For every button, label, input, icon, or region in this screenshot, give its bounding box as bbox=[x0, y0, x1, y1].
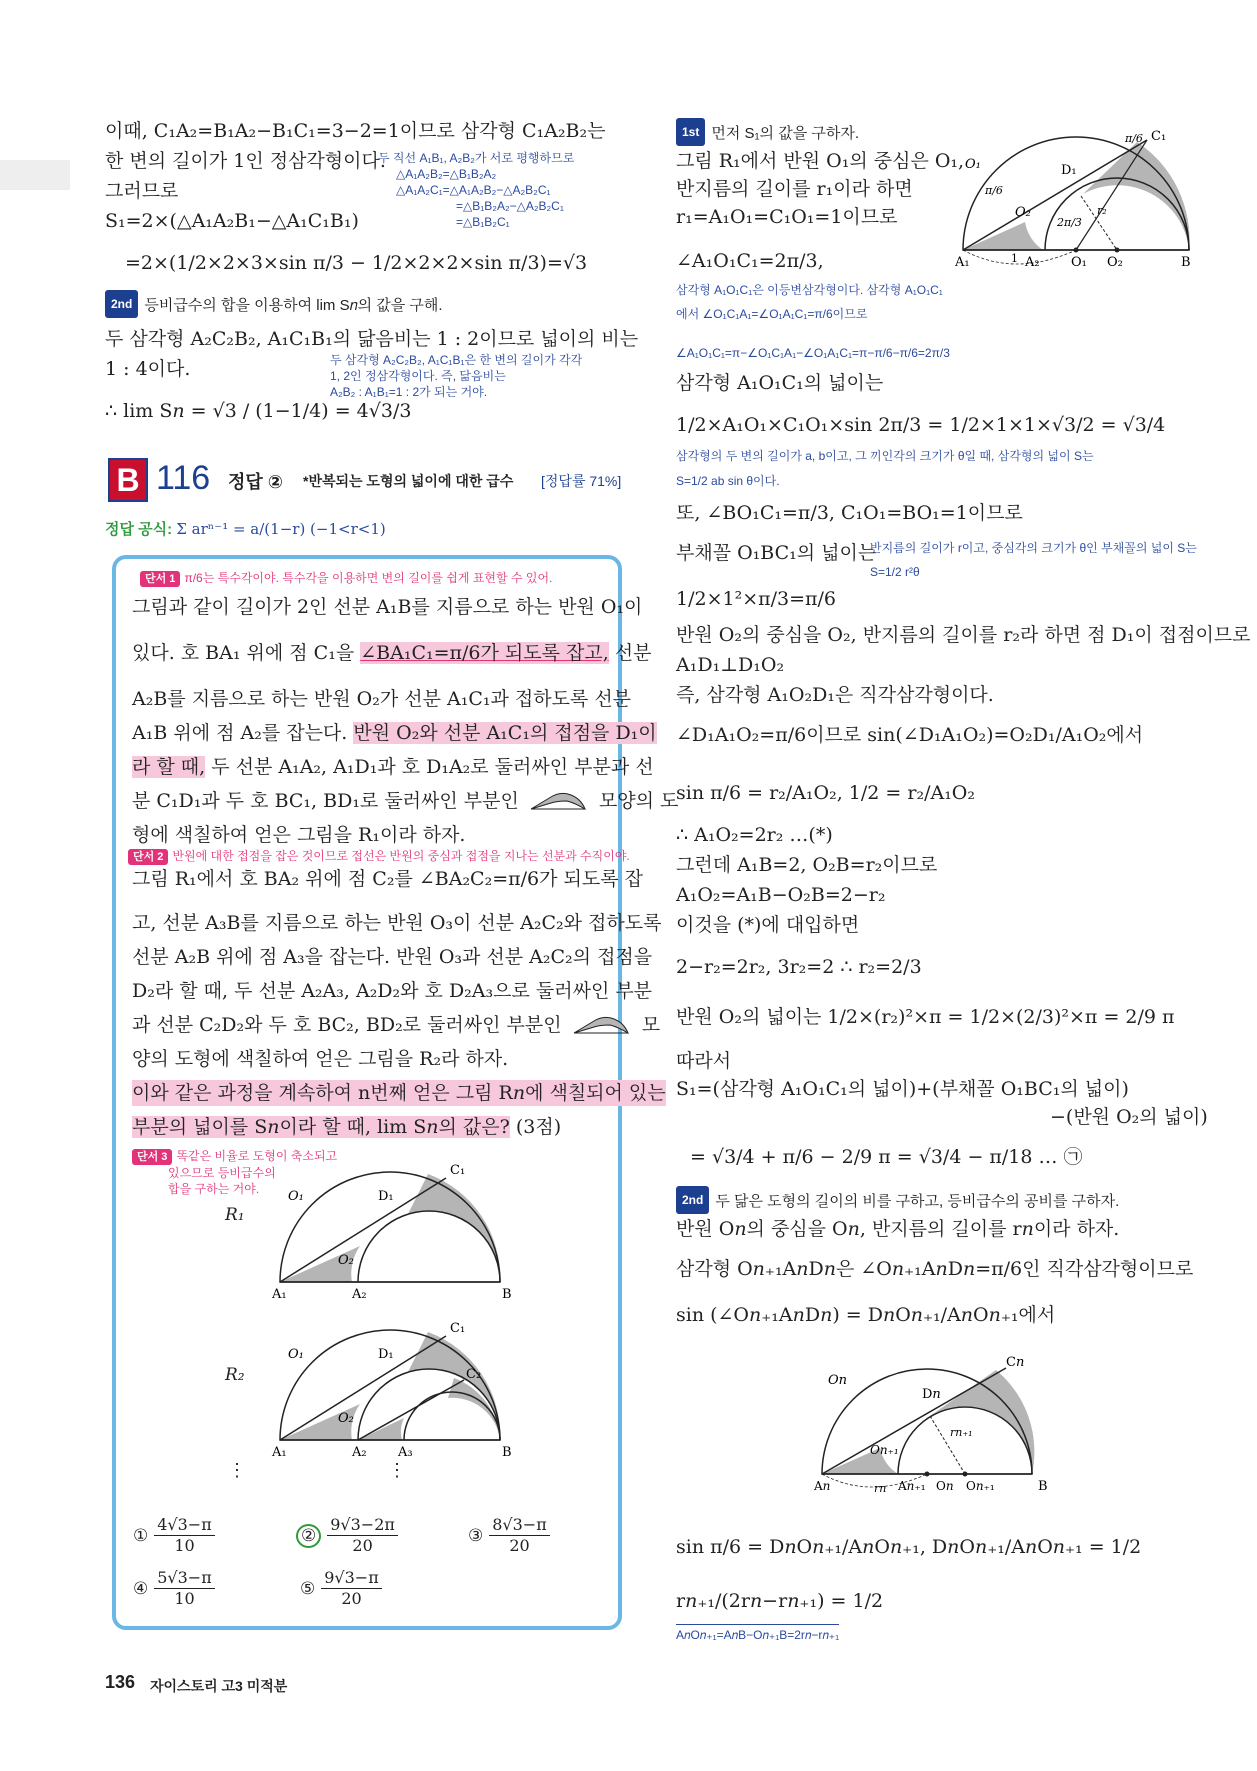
note-line: 1, 2인 정삼각형이다. 즉, 닮음비는 bbox=[330, 369, 506, 383]
answer-label: 정답 ② bbox=[228, 472, 284, 492]
question-span: 두 선분 A₁A₂, A₁D₁과 호 D₁A₂로 둘러싸인 부분과 선 bbox=[211, 756, 654, 778]
right-line-3: r₁=A₁O₁=C₁O₁=1이므로 bbox=[676, 206, 898, 228]
choice-numerator: 9√3−π bbox=[321, 1568, 381, 1589]
question-line-13: 양의 도형에 색칠하여 얻은 그림을 R₂라 하자. bbox=[132, 1048, 509, 1070]
figure-r2 bbox=[268, 1318, 528, 1458]
question-span: 선분 bbox=[614, 642, 652, 664]
label-o2: O₂ bbox=[1015, 205, 1031, 220]
note-line: △A₁A₂B₂=△B₁B₂A₂ bbox=[396, 167, 497, 181]
question-line-7: 형에 색칠하여 얻은 그림을 R₁이라 하자. bbox=[132, 824, 466, 846]
correct-rate: [정답률 71%] bbox=[541, 473, 622, 489]
figure-r1 bbox=[268, 1160, 528, 1300]
highlight-angle: ∠BA₁C₁=π/6가 되도록 잡고, bbox=[360, 642, 609, 664]
hint-tag: 단서 3 bbox=[132, 1149, 172, 1165]
label-an: A𝑛 bbox=[814, 1479, 831, 1492]
right-note-8: A𝑛O𝑛₊₁=A𝑛B−O𝑛₊₁B=2r𝑛−r𝑛₊₁ bbox=[676, 1624, 839, 1643]
hint-text: 반원에 대한 접점을 잡은 것이므로 접선은 반원의 중심과 접점을 지나는 선분과 수직이야. bbox=[172, 849, 630, 863]
right-note-5: S=1/2 ab sin θ이다. bbox=[676, 474, 780, 488]
hint-2 bbox=[128, 848, 630, 865]
question-line-9: 고, 선분 A₃B를 지름으로 하는 반원 O₃이 선분 A₂C₂와 접하도록 bbox=[132, 912, 662, 934]
question-line-10: 선분 A₂B 위에 점 A₃을 잡는다. 반원 O₃과 선분 A₂C₂의 접점을 bbox=[132, 946, 653, 968]
label-r2: r₂ bbox=[1097, 204, 1107, 217]
choice-numerator: 9√3−2π bbox=[327, 1515, 398, 1536]
label-o2: O₂ bbox=[338, 1411, 354, 1426]
right-note-1: 삼각형 A₁O₁C₁은 이등변삼각형이다. 삼각형 A₁O₁C₁ bbox=[676, 283, 943, 297]
choice-denominator: 20 bbox=[509, 1536, 530, 1555]
label-c1: C₁ bbox=[450, 1163, 466, 1178]
label-rn1: r𝑛₊₁ bbox=[950, 1426, 973, 1439]
choice-3[interactable] bbox=[468, 1515, 550, 1556]
label-d1: D₁ bbox=[378, 1189, 394, 1204]
label-a1: A₁ bbox=[955, 255, 970, 268]
right-line-6: 1/2×A₁O₁×C₁O₁×sin 2π/3 = 1/2×1×1×√3/2 = √3/4 bbox=[676, 414, 1166, 436]
step-text: 먼저 S₁의 값을 구하자. bbox=[711, 125, 860, 142]
choice-numerator: 5√3−π bbox=[154, 1568, 214, 1589]
label-c2: C₂ bbox=[466, 1367, 482, 1382]
label-on-center: O𝑛 bbox=[936, 1479, 954, 1492]
label-a2: A₂ bbox=[1025, 255, 1040, 268]
step-badge: 2nd bbox=[105, 290, 138, 318]
page-edge-tab bbox=[0, 160, 70, 190]
left-line-1: 이때, C₁A₂=B₁A₂−B₁C₁=3−2=1이므로 삼각형 C₁A₂B₂는 bbox=[105, 120, 606, 142]
right-note-4: 삼각형의 두 변의 길이가 a, b이고, 그 끼인각의 크기가 θ일 때, 삼각형의 넓이 S는 bbox=[676, 449, 1094, 463]
label-a2: A₂ bbox=[352, 1445, 367, 1458]
label-an1: A𝑛₊₁ bbox=[898, 1479, 926, 1492]
label-o1: O₁ bbox=[965, 157, 981, 172]
label-angle-left: π/6 bbox=[985, 184, 1003, 197]
parallel-note bbox=[378, 150, 574, 230]
label-o1-center: O₁ bbox=[1071, 255, 1087, 268]
choice-denominator: 10 bbox=[174, 1536, 195, 1555]
left-line-3: 그러므로 bbox=[105, 180, 179, 202]
note-line: 두 직선 A₁B₁, A₂B₂가 서로 평행하므로 bbox=[378, 151, 575, 165]
step-2nd-right bbox=[676, 1186, 1119, 1215]
figure-label-r2: R₂ bbox=[225, 1365, 245, 1385]
right-line-18: 이것을 (*)에 대입하면 bbox=[676, 914, 860, 936]
choice-denominator: 20 bbox=[341, 1589, 362, 1608]
label-o2-center: O₂ bbox=[1107, 255, 1123, 268]
hint-text: 똑같은 비율로 도형이 축소되고 bbox=[176, 1149, 338, 1163]
choice-number: ② bbox=[296, 1524, 321, 1548]
label-on: O𝑛 bbox=[828, 1373, 848, 1388]
label-angle-top: π/6 bbox=[1125, 132, 1143, 145]
points: (3점) bbox=[515, 1116, 562, 1138]
question-line-2 bbox=[132, 640, 652, 666]
step-1st bbox=[676, 118, 859, 147]
hint-text: 있으므로 등비급수의 bbox=[168, 1166, 276, 1180]
label-d1: D₁ bbox=[378, 1347, 394, 1362]
right-line-9: 1/2×1²×π/3=π/6 bbox=[676, 588, 836, 610]
left-line-8: ∴ lim S𝑛 = √3 / (1−1/4) = 4√3/3 bbox=[105, 400, 412, 422]
label-b: B bbox=[502, 1287, 512, 1300]
right-line-26: 삼각형 O𝑛₊₁A𝑛D𝑛은 ∠O𝑛₊₁A𝑛D𝑛=π/6인 직각삼각형이므로 bbox=[676, 1258, 1194, 1280]
label-cn: C𝑛 bbox=[1006, 1355, 1025, 1370]
label-on1-center: O𝑛₊₁ bbox=[966, 1479, 995, 1492]
highlight-limit: 부분의 넓이를 S𝑛이라 할 때, lim S𝑛의 값은? bbox=[132, 1116, 510, 1138]
right-line-11: A₁D₁⊥D₁O₂ bbox=[676, 654, 785, 676]
question-span: 모양의 도 bbox=[598, 790, 679, 812]
label-b: B bbox=[502, 1445, 512, 1458]
right-line-4: ∠A₁O₁C₁=2π/3, bbox=[676, 250, 824, 272]
similarity-note bbox=[330, 352, 582, 400]
label-a2: A₂ bbox=[352, 1287, 367, 1300]
question-line-11: D₂라 할 때, 두 선분 A₂A₃, A₂D₂와 호 D₂A₃으로 둘러싸인 부분 bbox=[132, 980, 653, 1002]
label-on1-arc: O𝑛₊₁ bbox=[870, 1443, 899, 1457]
label-b: B bbox=[1038, 1479, 1048, 1492]
continuation-dots: ⋮ bbox=[388, 1460, 406, 1481]
label-a1: A₁ bbox=[272, 1445, 287, 1458]
question-line-3: A₂B를 지름으로 하는 반원 O₂가 선분 A₁C₁과 접하도록 선분 bbox=[132, 688, 632, 710]
label-a3: A₃ bbox=[398, 1445, 413, 1458]
note-line: =△B₁B₂A₂−△A₂B₂C₁ bbox=[456, 199, 564, 213]
left-line-4: S₁=2×(△A₁A₂B₁−△A₁C₁B₁) bbox=[105, 210, 359, 232]
right-note-6: 반지름의 길이가 r이고, 중심각의 크기가 θ인 부채꼴의 넓이 S는 bbox=[870, 541, 1197, 555]
label-c1: C₁ bbox=[1151, 129, 1167, 144]
choice-number: ① bbox=[133, 1525, 149, 1546]
right-line-22: S₁=(삼각형 A₁O₁C₁의 넓이)+(부채꼴 O₁BC₁의 넓이) bbox=[676, 1078, 1129, 1100]
right-line-24: = √3/4 + π/6 − 2/9 π = √3/4 − π/18 … ㉠ bbox=[690, 1146, 1083, 1168]
formula-text: Σ arⁿ⁻¹ = a/(1−r) (−1<r<1) bbox=[176, 520, 386, 538]
right-line-8: 부채꼴 O₁BC₁의 넓이는 bbox=[676, 542, 877, 564]
hint-1 bbox=[140, 570, 552, 587]
right-line-20: 반원 O₂의 넓이는 1/2×(r₂)²×π = 1/2×(2/3)²×π = 2/9 π bbox=[676, 1006, 1175, 1028]
question-span: A₁B 위에 점 A₂를 잡는다. bbox=[132, 722, 348, 744]
right-line-5: 삼각형 A₁O₁C₁의 넓이는 bbox=[676, 372, 884, 394]
step-text: 두 닮은 도형의 길이의 비를 구하고, 등비급수의 공비를 구하자. bbox=[715, 1193, 1120, 1210]
choice-denominator: 10 bbox=[174, 1589, 195, 1608]
right-note-7: S=1/2 r²θ bbox=[870, 565, 920, 579]
formula-row bbox=[105, 518, 386, 539]
right-line-29: r𝑛₊₁/(2r𝑛−r𝑛₊₁) = 1/2 bbox=[676, 1590, 884, 1612]
question-span: 분 C₁D₁과 두 호 BC₁, BD₁로 둘러싸인 부분인 bbox=[132, 790, 519, 812]
right-line-12: 즉, 삼각형 A₁O₂D₁은 직각삼각형이다. bbox=[676, 684, 994, 706]
right-note-2: 에서 ∠O₁C₁A₁=∠O₁A₁C₁=π/6이므로 bbox=[676, 307, 868, 321]
question-line-15 bbox=[132, 1114, 561, 1140]
problem-letter: B bbox=[108, 458, 148, 502]
label-c1: C₁ bbox=[450, 1321, 466, 1336]
note-line: A₂B₂ : A₁B₁=1 : 2가 되는 거야. bbox=[330, 385, 488, 399]
label-angle-center: 2π/3 bbox=[1057, 216, 1082, 229]
label-o1: O₁ bbox=[288, 1189, 304, 1204]
choice-2[interactable] bbox=[296, 1515, 398, 1556]
choice-5[interactable] bbox=[300, 1568, 382, 1609]
right-line-1: 그림 R₁에서 반원 O₁의 중심은 O₁, bbox=[676, 150, 965, 172]
problem-topic: *반복되는 도형의 넓이에 대한 급수 bbox=[303, 473, 514, 489]
hint-tag: 단서 2 bbox=[128, 849, 168, 865]
right-line-19: 2−r₂=2r₂, 3r₂=2 ∴ r₂=2/3 bbox=[676, 956, 922, 978]
choice-numerator: 8√3−π bbox=[489, 1515, 549, 1536]
question-line-6 bbox=[132, 788, 678, 814]
problem-number: 116 bbox=[156, 459, 211, 497]
right-note-3: ∠A₁O₁C₁=π−∠O₁C₁A₁−∠O₁A₁C₁=π−π/6−π/6=2π/3 bbox=[676, 346, 950, 360]
step-2nd-left bbox=[105, 290, 443, 319]
choice-number: ④ bbox=[133, 1578, 149, 1599]
label-o2: O₂ bbox=[338, 1253, 354, 1268]
highlight-tangent-2: 라 할 때, bbox=[132, 756, 206, 778]
question-line-4 bbox=[132, 720, 657, 746]
label-dn: D𝑛 bbox=[922, 1387, 941, 1402]
hint-text: π/6는 특수각이야. 특수각을 이용하면 변의 길이를 쉽게 표현할 수 있어. bbox=[184, 571, 553, 585]
choice-denominator: 20 bbox=[352, 1536, 373, 1555]
right-line-2: 반지름의 길이를 r₁이라 하면 bbox=[676, 178, 913, 200]
hint-tag: 단서 1 bbox=[140, 571, 180, 587]
right-line-10: 반원 O₂의 중심을 O₂, 반지름의 길이를 r₂라 하면 점 D₁이 접점이므로 bbox=[676, 624, 1251, 646]
right-line-16: 그런데 A₁B=2, O₂B=r₂이므로 bbox=[676, 854, 938, 876]
right-line-25: 반원 O𝑛의 중심을 O𝑛, 반지름의 길이를 r𝑛이라 하자. bbox=[676, 1218, 1120, 1240]
label-d1: D₁ bbox=[1061, 163, 1077, 178]
continuation-dots: ⋮ bbox=[228, 1460, 246, 1481]
question-line-1: 그림과 같이 길이가 2인 선분 A₁B를 지름으로 하는 반원 O₁이 bbox=[132, 596, 643, 618]
question-span: 과 선분 C₂D₂와 두 호 BC₂, BD₂로 둘러싸인 부분인 bbox=[132, 1014, 562, 1036]
shape-icon bbox=[572, 1013, 632, 1035]
label-a1: A₁ bbox=[272, 1287, 287, 1300]
right-line-7: 또, ∠BO₁C₁=π/3, C₁O₁=BO₁=1이므로 bbox=[676, 502, 1023, 524]
left-line-6: 두 삼각형 A₂C₂B₂, A₁C₁B₁의 닮음비는 1 : 2이므로 넓이의 비는 bbox=[105, 328, 639, 350]
formula-label: 정답 공식: bbox=[105, 521, 173, 538]
step-badge: 1st bbox=[676, 118, 705, 146]
label-b: B bbox=[1181, 255, 1191, 268]
right-line-28: sin π/6 = D𝑛O𝑛₊₁/A𝑛O𝑛₊₁, D𝑛O𝑛₊₁/A𝑛O𝑛₊₁ = 1/2 bbox=[676, 1536, 1142, 1558]
label-rn: r𝑛 bbox=[874, 1482, 887, 1492]
page-number: 136 bbox=[105, 1672, 136, 1692]
shape-icon bbox=[529, 789, 589, 811]
note-line: =△B₁B₂C₁ bbox=[456, 215, 510, 229]
label-one: 1 bbox=[1011, 252, 1018, 265]
choice-number: ③ bbox=[468, 1525, 484, 1546]
step-badge: 2nd bbox=[676, 1186, 709, 1214]
book-title: 자이스토리 고3 미적분 bbox=[150, 1678, 288, 1694]
figure-label-r1: R₁ bbox=[225, 1205, 245, 1225]
right-line-14: sin π/6 = r₂/A₁O₂, 1/2 = r₂/A₁O₂ bbox=[676, 782, 975, 804]
right-line-23: −(반원 O₂의 넓이) bbox=[1050, 1106, 1208, 1128]
right-line-21: 따라서 bbox=[676, 1050, 732, 1072]
left-line-7: 1 : 4이다. bbox=[105, 358, 191, 380]
highlight-tangent: 반원 O₂와 선분 A₁C₁의 접점을 D₁이 bbox=[353, 722, 657, 744]
question-span: 있다. 호 BA₁ 위에 점 C₁을 bbox=[132, 642, 355, 664]
choice-4[interactable] bbox=[133, 1568, 215, 1609]
note-line: △A₁A₂C₁=△A₁A₂B₂−△A₂B₂C₁ bbox=[396, 183, 551, 197]
choice-numerator: 4√3−π bbox=[154, 1515, 214, 1536]
choice-number: ⑤ bbox=[300, 1578, 316, 1599]
right-line-27: sin (∠O𝑛₊₁A𝑛D𝑛) = D𝑛O𝑛₊₁/A𝑛O𝑛₊₁에서 bbox=[676, 1304, 1056, 1326]
left-line-5: =2×(1/2×2×3×sin π/3 − 1/2×2×2×sin π/3)=√3 bbox=[125, 252, 588, 274]
label-o1: O₁ bbox=[288, 1347, 304, 1362]
choice-1[interactable] bbox=[133, 1515, 215, 1556]
highlight-process: 이와 같은 과정을 계속하여 n번째 얻은 그림 R𝑛에 색칠되어 있는 bbox=[132, 1082, 666, 1104]
question-line-8: 그림 R₁에서 호 BA₂ 위에 점 C₂를 ∠BA₂C₂=π/6가 되도록 잡 bbox=[132, 868, 643, 890]
step-text: 등비급수의 합을 이용하여 lim S𝑛의 값을 구해. bbox=[144, 297, 443, 314]
left-line-2: 한 변의 길이가 1인 정삼각형이다. bbox=[105, 150, 386, 172]
right-line-13: ∠D₁A₁O₂=π/6이므로 sin(∠D₁A₁O₂)=O₂D₁/A₁O₂에서 bbox=[676, 724, 1144, 746]
right-line-15: ∴ A₁O₂=2r₂ …(*) bbox=[676, 824, 833, 846]
question-line-12 bbox=[132, 1012, 660, 1038]
figure-s1 bbox=[955, 118, 1195, 268]
right-line-17: A₁O₂=A₁B−O₂B=2−r₂ bbox=[676, 884, 886, 906]
question-span: 모 bbox=[641, 1014, 661, 1036]
question-line-5 bbox=[132, 754, 654, 780]
hint-text: 합을 구하는 거야. bbox=[168, 1182, 260, 1196]
figure-sn bbox=[810, 1352, 1060, 1492]
note-line: 두 삼각형 A₂C₂B₂, A₁C₁B₁은 한 변의 길이가 각각 bbox=[330, 353, 583, 367]
